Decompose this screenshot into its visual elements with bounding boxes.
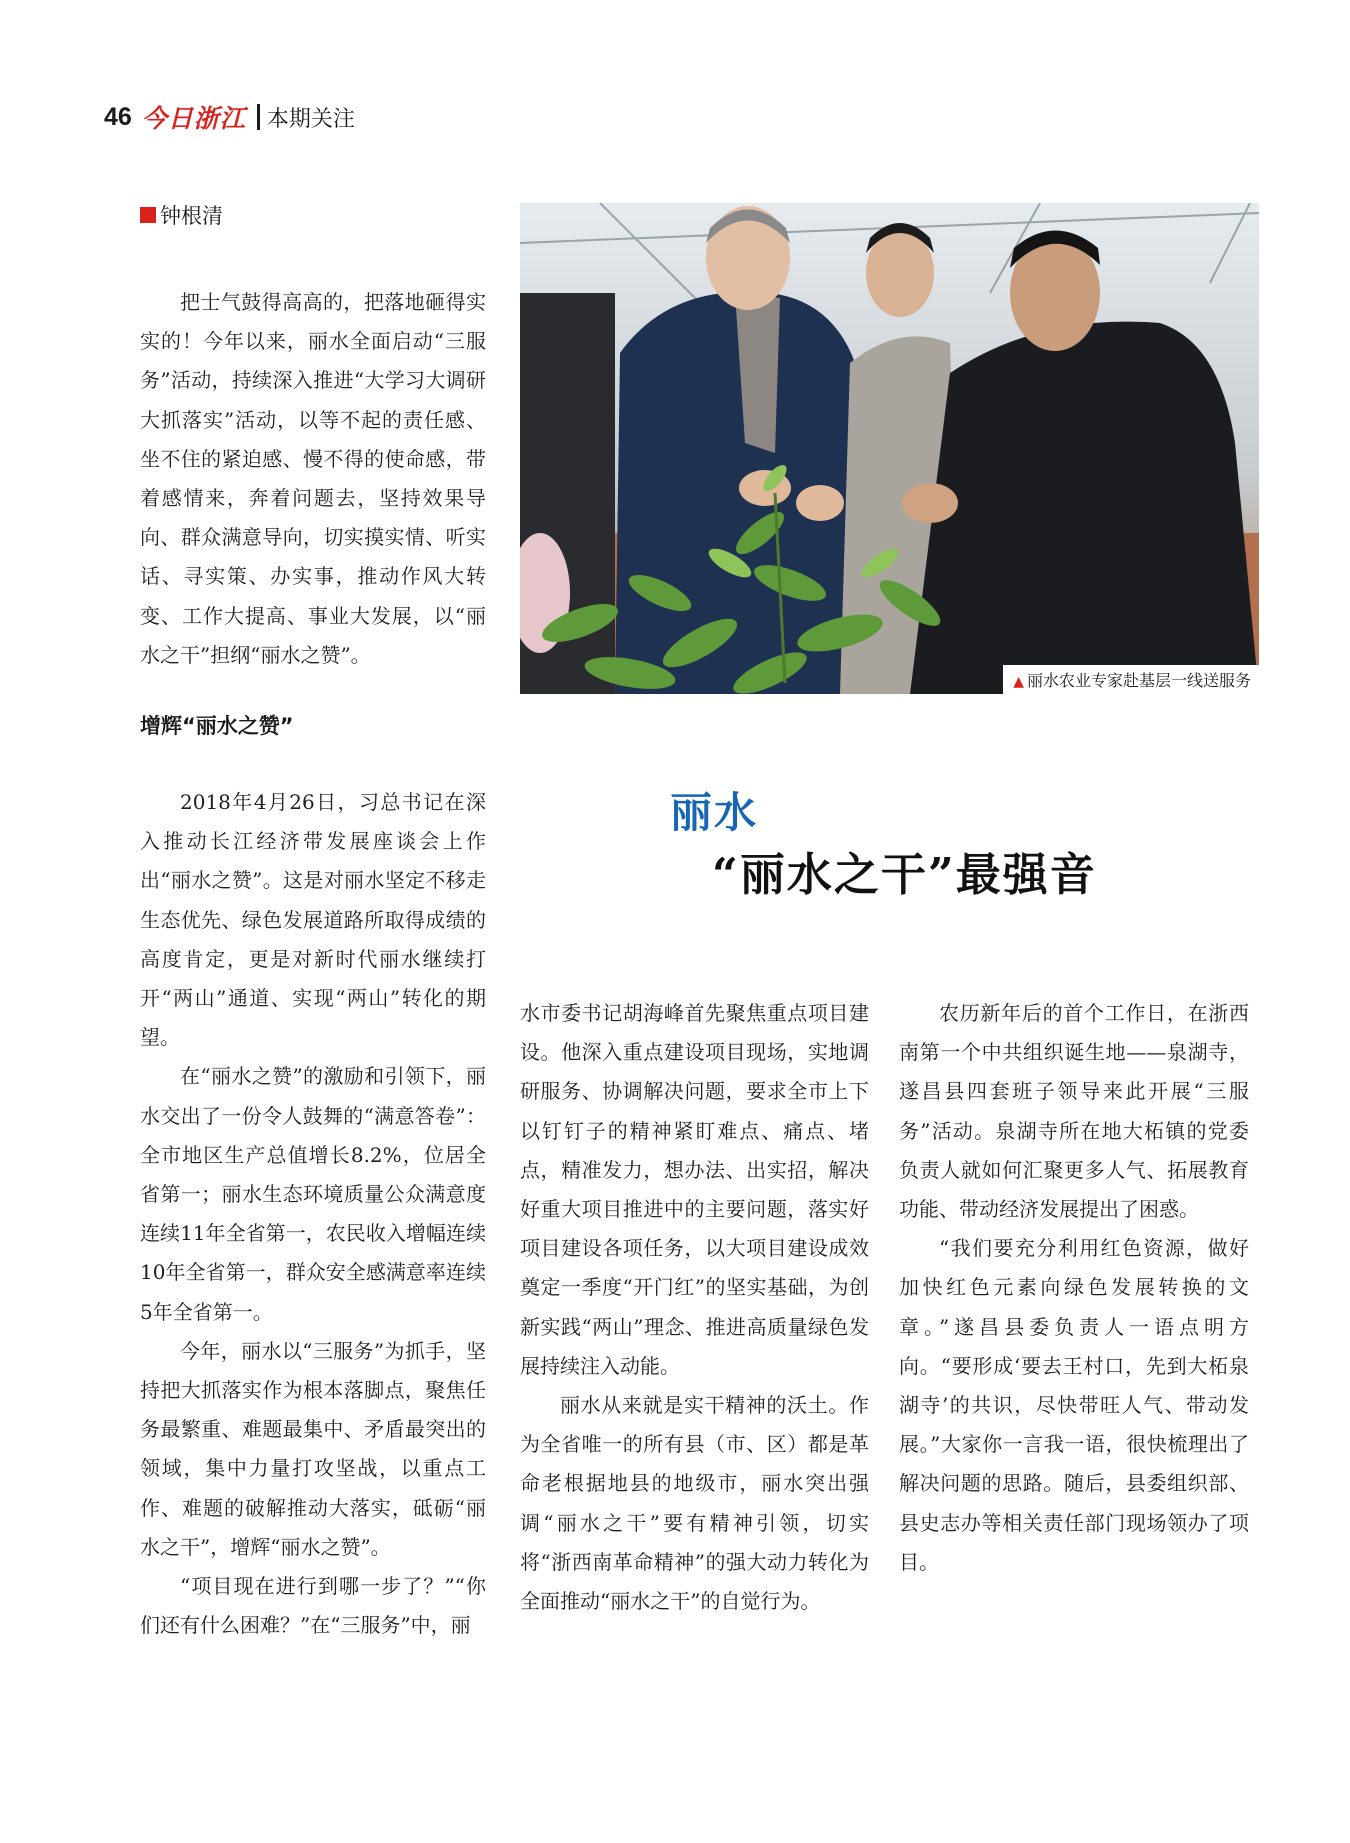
article-photo: [520, 203, 1259, 694]
photo-caption: [1003, 665, 1259, 694]
header-divider: [257, 104, 260, 130]
page-number: 46: [104, 102, 132, 131]
author-marker-icon: [140, 207, 156, 223]
paragraph: “项目现在进行到哪一步了？”“你们还有什么困难？”在“三服务”中，丽: [140, 1574, 486, 1638]
intro-paragraph: 把士气鼓得高高的，把落地砸得实实的！今年以来，丽水全面启动“三服务”活动，持续深入推进“大学习大调研大抓落实”活动，以等不起的责任感、坐不住的紧迫感、慢不得的使命感，带着感情来，奔着问题去，坚持效果导向、群众满意导向，切实摸实情、听实话、寻实策、办实事，推动作风大转变、工作大提高、事业大发展，以“丽水之干”担纲“丽水之赞”。: [140, 290, 486, 667]
article-title: “丽水之干”最强音: [712, 848, 1097, 901]
paragraph: 在“丽水之赞”的激励和引领下，丽水交出了一份令人鼓舞的“满意答卷”：全市地区生产总值增长8.2%，位居全省第一；丽水生态环境质量公众满意度连续11年全省第一，农民收入增幅连续10年全省第一，群众安全感满意率连续5年全省第一。: [140, 1064, 486, 1324]
title-city: 丽水: [670, 788, 759, 837]
paragraph: 农历新年后的首个工作日，在浙西南第一个中共组织诞生地——泉湖寺，遂昌县四套班子领导来此开展“三服务”活动。泉湖寺所在地大柘镇的党委负责人就如何汇聚更多人气、拓展教育功能、带动经济发展提出了困惑。: [899, 1001, 1249, 1222]
paragraph: “我们要充分利用红色资源，做好加快红色元素向绿色发展转换的文章。”遂昌县委负责人一语点明方向。“要形成‘要去王村口，先到大柘泉湖寺’的共识，尽快带旺人气、带动发展。”大家你一言我一语，很快梳理出了解决问题的思路。随后，县委组织部、县史志办等相关责任部门现场领办了项目。: [899, 1236, 1249, 1574]
author-name: 钟根清: [160, 204, 223, 228]
subheading: 增辉“丽水之赞”: [140, 714, 294, 738]
section-label: 本期关注: [266, 106, 355, 132]
column-2: [520, 994, 869, 1621]
paragraph-continued: 水市委书记胡海峰首先聚焦重点项目建设。他深入重点建设项目现场，实地调研服务、协调解决问题，要求全市上下以钉钉子的精神紧盯难点、痛点、堵点，精准发力，想办法、出实招，解决好重大项目推进中的主要问题，落实好项目建设各项任务，以大项目建设成效奠定一季度“开门红”的坚实基础，为创新实践“两山”理念、推进高质量绿色发展持续注入动能。: [520, 1001, 869, 1378]
running-header: [104, 100, 355, 134]
caption-text: 丽水农业专家赴基层一线送服务: [1026, 671, 1251, 690]
greenhouse-photo-illustration: [520, 203, 1259, 694]
caption-triangle-icon: ▲: [1013, 674, 1024, 690]
column-1: [140, 783, 486, 1645]
paragraph: 2018年4月26日，习总书记在深入推动长江经济带发展座谈会上作出“丽水之赞”。这是对丽水坚定不移走生态优先、绿色发展道路所取得成绩的高度肯定，更是对新时代丽水继续打开“两山”通道、实现“两山”转化的期望。: [140, 790, 486, 1050]
magazine-logo: 今日浙江: [141, 104, 246, 133]
intro-paragraph-block: [140, 283, 486, 675]
author-line: [140, 200, 223, 230]
paragraph: 丽水从来就是实干精神的沃土。作为全省唯一的所有县（市、区）都是革命老根据地县的地级市，丽水突出强调“丽水之干”要有精神引领，切实将“浙西南革命精神”的强大动力转化为全面推动“丽水之干”的自觉行为。: [520, 1393, 869, 1614]
column-3: [899, 994, 1249, 1582]
paragraph: 今年，丽水以“三服务”为抓手，坚持把大抓落实作为根本落脚点，聚焦任务最繁重、难题最集中、矛盾最突出的领域，集中力量打攻坚战，以重点工作、难题的破解推动大落实，砥砺“丽水之干”，增辉“丽水之赞”。: [140, 1338, 486, 1559]
